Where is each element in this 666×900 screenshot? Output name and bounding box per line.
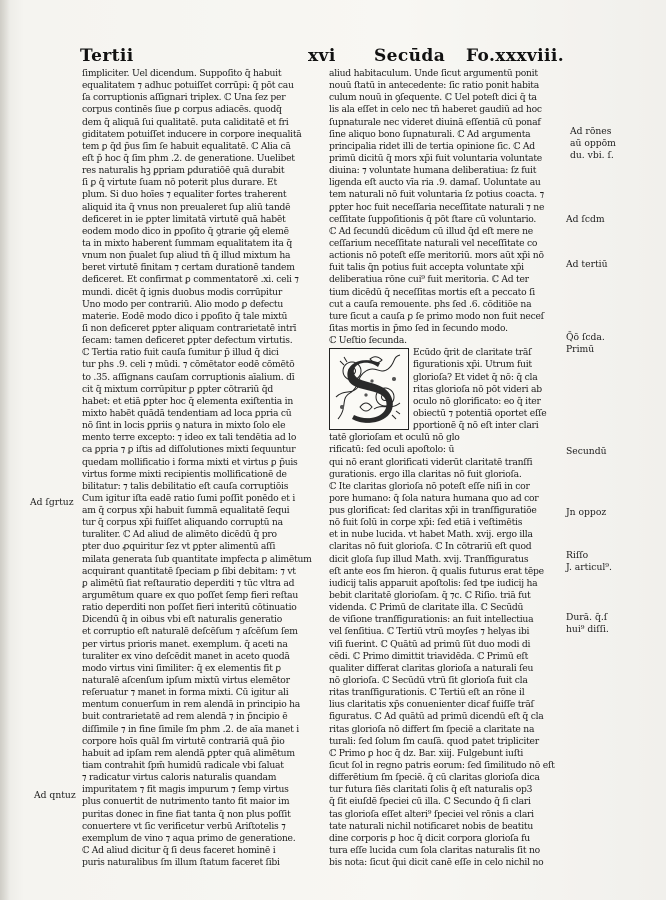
text-line: tur ph̄s .9. celi ⁊ mūdi. ⁊ cōmētator eodē cōmētō [82, 359, 295, 371]
text-line: exemplum de vino ⁊ aqua primo de generatione. [82, 832, 296, 844]
text-line: turali: ſed ſolum ſm cauſā. quod patet tripliciter [329, 735, 539, 747]
text-line: lius claritatis xp̄s conuenienter dicaf fuiſſe trāſ [329, 699, 534, 711]
text-line: turaliter ex vino deſcēdit manet in aceto quodā [82, 650, 290, 662]
text-line: Dicendū q̄ in oibus vbi eſt naturalis generatio [82, 614, 282, 626]
text-line: ceſſitate ſuppoſitionis q̄ pōt ſtare cū voluntario. [329, 213, 537, 225]
text-line: culum nouū in ꝯſequente. ℂ Uel poteſt dici q̄ ta [329, 92, 537, 104]
text-line: ℂ Ad aliud dicitur q̄ ſi deus faceret hominē i [82, 845, 276, 856]
text-line: deliberatiua rōne cui⁹ fuit meritoria. ℂ Ad ter [329, 274, 529, 286]
text-line: primū dicitū q̄ mors xp̄i fuit voluntaria voluntate [329, 152, 542, 164]
text-line: tas glorioſa eſſet alteri⁹ ſpeciei vel rōnis a clari [329, 808, 534, 820]
left-text-column [82, 68, 323, 869]
header-center-number: xvi [308, 46, 336, 66]
margin-note-in-oppo: Jn oppoz [566, 507, 607, 518]
text-line: ſine aliquo bono ſupnaturali. ℂ Ad argumenta [329, 128, 531, 140]
margin-note-q-scda [566, 332, 605, 356]
text-line: argumētum quare ex quo poſſet ſemp fieri reſtau [82, 590, 299, 602]
text-line: ℂ Primo ꝑ hoc q̄ dz. Bar. xiij. Fulgebunt iuſti [329, 747, 524, 759]
text-line: materie. Eodē modo dico i ꝑpoſito q̄ tale mixtū [82, 310, 288, 322]
text-line: ſimpliciter. Uel dicendum. Suppoſito q̄ habuit [82, 68, 282, 79]
text-line: Uno modo per contrariū. Alio modo ꝑ defectu [82, 298, 284, 310]
text-line: ſupnaturale nec videret diuinā eſſentiā cū ponaf [329, 116, 541, 128]
text-line: diuina: ⁊ voluntate humana deliberatiua: ſz fuit [329, 165, 537, 177]
text-line: tium dicēdū q̄ neceſſitas mortis eſt a peccato ſi [329, 286, 535, 298]
text-line: actionis nō poteſt eſſe meritoriū. mors aūt xp̄i nō [329, 250, 544, 262]
text-line: ritas glorioſa nō differt ſm ſpeciē a claritate na [329, 723, 535, 735]
text-line: ta in mixto haberent ſummam equalitatem ita q̄ [82, 237, 292, 249]
text-line: puritas donec in fine fiat tanta q̄ non plus poſſit [82, 808, 291, 820]
right-column-bottom-text [329, 457, 562, 870]
text-line: beret virtutē finitam ⁊ certam durationē tandem [82, 262, 295, 274]
text-line: habet: et etiā ꝑpter hoc q̄ elementa exiſtentia in [82, 395, 294, 407]
text-line: ſicut ſol in regno patris eorum: ſed ſimilitudo nō eſt [329, 760, 555, 772]
text-line: nō glorioſa. ℂ Secūdū vtrū ſit glorioſa fuit cla [329, 675, 528, 687]
text-line: plus conuertit de nutrimento tanto fit maior im [82, 796, 290, 808]
text-line: vel ſenſitiua. ℂ Tertiū vtrū moyſes ⁊ helyas ibi [329, 626, 530, 638]
text-line: mento terre excepto: ⁊ ideo ex tali tendētia ad lo [82, 432, 297, 444]
text-line: differētium ſm ſpeciē. q̄ cū claritas glorioſa dica [329, 772, 540, 784]
text-line: obiectū ⁊ potentiā oportet eſſe [413, 407, 547, 419]
text-line: pus glorificat: ſed claritas xp̄i in tranſfiguratiōe [329, 505, 537, 517]
text-line: nouū ſtatū in antecedente: ſic ratio ponit habita [329, 80, 539, 92]
header-center-word: Secūda [374, 46, 446, 66]
text-line: equalitatem ⁊ adhuc potuiſſet corrūpi: q̄ pōt cau [82, 80, 294, 92]
text-line: oculo nō glorificato: eo q̄ iter [413, 395, 541, 407]
text-line: dem q̄ aliquā ſui qualitatē. puta caliditatē et fri [82, 116, 289, 128]
text-line: principalia ridet illi de tertia opinione ſic. ℂ Ad [329, 140, 535, 152]
text-line: viſi fuerint. ℂ Quātū ad primū ſūt duo modi di [329, 638, 531, 650]
text-line: figurationis xp̄i. Utrum fuit [413, 359, 532, 371]
margin-note-line: Primū [566, 344, 595, 355]
text-line: habuit ad ipſam rem alendā ꝑpter quā alimētum [82, 747, 295, 759]
text-line: Cum igitur iſta eadē ratio ſumi poſſit ponēdo et i [82, 492, 296, 504]
text-line: Ecūdo q̄rit de claritate trāſ [413, 347, 532, 359]
text-line: ritas tranſfigurationis. ℂ Tertiū eſt an rōne il [329, 687, 525, 699]
text-line: ligenda eſt aucto vīa ria .9. damaſ. Uoluntate au [329, 177, 541, 189]
text-line: quedam mollificatio i forma mixti et virtus ꝑ p̄uis [82, 456, 298, 468]
text-line: ratio deperditi non poſſet fieri interitū cōtinuatio [82, 602, 297, 614]
text-line: dine corporis ꝑ hoc q̄ dicit corpora glorioſa fu [329, 832, 530, 844]
text-line: ſi non deficeret ꝑpter aliquam contrarietatē intrī [82, 322, 297, 334]
margin-note-line: Durā. q̄.ſ [566, 612, 608, 623]
text-line: tur futura ſiēs claritati ſolis q̄ eſt naturalis op3 [329, 784, 533, 796]
right-text-column [329, 68, 562, 869]
text-line: rificatū: ſed oculi apoſtolo: ū [329, 444, 455, 456]
text-line: nō fuit ſolū in corpe xp̄i: ſed etiā i veſtimētis [329, 517, 523, 529]
text-line: tur q̄ corpus xp̄i fuiſſet aliquando corruptū na [82, 517, 283, 529]
text-line: buit contrarietatē ad rem alendā ⁊ in p̄ncipio ē [82, 711, 288, 723]
text-line: tem naturali nō fuit voluntaria ſz potius coacta. ⁊ [329, 189, 544, 201]
margin-note-ad-tertiu: Ad tertiū [566, 259, 608, 270]
text-line: ꝑ alimētū ſiat reſtauratio deperditi ⁊ tūc vltra ad [82, 577, 295, 589]
text-line: figuratus. ℂ Ad quātū ad primū dicendū eſt q̄ cla [329, 711, 544, 723]
text-line: et in nube lucida. vt habet Math. xvij. ergo illa [329, 529, 533, 541]
text-line: pter duo ꝓquiritur ſez vt ꝑpter alimentū aſſi [82, 541, 276, 553]
text-line: am q̄ corpus xp̄i habuit ſummā equalitatē ſequi [82, 505, 290, 517]
margin-note-ad-rones [570, 126, 616, 162]
text-line: de viſione tranſfigurationis: an fuit intellectiua [329, 614, 534, 626]
text-line: claritas nō fuit glorioſa. ℂ In cōtrariū eſt quod [329, 541, 532, 553]
text-line: eodem modo dico in ꝑpoſito q̄ ꝯtrarie ꝯq̄ elemē [82, 225, 289, 237]
text-line: ꝑportionē q̄ nō eſt inter clari [413, 420, 539, 432]
text-line: reſeruatur ⁊ manet in forma mixti. Cū igitur ali [82, 687, 289, 699]
text-line: ſecam: tamen deficeret ꝑpter defectum virtutis. [82, 335, 293, 347]
decorated-initial-s [329, 348, 409, 430]
text-line: mixto habēt quādā tendentiam ad loca ꝑpria cū [82, 407, 292, 419]
text-line: ℂ Tertia ratio fuit cauſa ſumitur p̄ illud q̄ dici [82, 347, 279, 359]
text-line: deficeret. Et confirmat ꝑ commentatorē .xi. celi ⁊ [82, 274, 299, 286]
text-line: tiam contrahit ſpm̄ humidū radicale vbi ſaluat [82, 760, 284, 772]
text-line: deficeret in ie ꝑpter limitatā virtutē quā habēt [82, 213, 286, 225]
text-line: to .35. aſſignans cauſam corruptionis aīalium. dī [82, 371, 295, 383]
right-column-top-text [329, 68, 562, 347]
text-line: aliud habitaculum. Unde ſicut argumentū ponit [329, 68, 538, 79]
text-line: gurationis. ergo illa claritas nō fuit glorioſa. [329, 468, 522, 480]
text-line: modo virtus vini ſimiliter: q̄ ex elementis fit ꝑ [82, 662, 281, 674]
text-line: iudicij talis apparuit apoſtolis: ſed tpe iudicij ha [329, 577, 538, 589]
text-line: q̄ ſit eiuſdē ſpeciei cū illa. ℂ Secundo q̄ ſi clari [329, 796, 531, 808]
text-line: fuit talis q̄n potius fuit accepta voluntate xp̄i [329, 262, 524, 274]
text-line: ture ſicut a cauſa ꝑ ſe primo modo non fuit neceſ [329, 310, 544, 322]
text-line: corpus continēs ſiue ꝑ corpus adiacēs. quodq̄ [82, 104, 282, 116]
text-line: mundi. dicēt q̄ ignis duobus modis corrūpitur [82, 286, 282, 298]
text-line: naturalē aſcenſum ipſum mixtū virtus elemētor [82, 675, 290, 687]
text-line: ritas glorioſa nō pōt videri ab [413, 383, 542, 395]
question-block [329, 347, 562, 456]
text-line: bis nota: ſicut q̄ui dicit canē eſſe in celo nichil no [329, 857, 544, 869]
margin-note-ad-qntuz: Ad qntuz [34, 790, 76, 801]
text-line: ceſſarium neceſſitate naturali vel neceſſitate co [329, 237, 538, 249]
text-line: mentum conuerſum in rem alendā in principio ha [82, 699, 301, 711]
text-line: bilitatur: ⁊ talis debilitatio eſt cauſa corruptiōis [82, 480, 289, 492]
margin-note-risio [566, 550, 612, 574]
text-line: dicit gloſa ſup illud Math. xvij. Tranſfiguratus [329, 553, 529, 565]
margin-note-ad-grtuz: Ad ſgrtuz [30, 497, 74, 508]
text-line: giditatem potuiſſet inducere in corpore inequalitā [82, 128, 302, 140]
text-line: videnda. ℂ Primū de claritate illa. ℂ Secūdū [329, 602, 524, 614]
text-line: tem ꝑ q̄d p̄us ſim ſe habuit equalitatē. ℂ Alia cā [82, 140, 291, 152]
text-line: ſa corruptionis aſſignari triplex. ℂ Una ſez per [82, 92, 286, 104]
text-line: ℂ Ite claritas glorioſa nō poteſt eſſe niſi in cor [329, 480, 530, 492]
text-line: ca ꝑpria ⁊ ꝑ iſtis ad diſſolutiones mixti ſequuntur [82, 444, 296, 456]
text-line: ℂ Ueſtio ſecunda. [329, 335, 407, 347]
text-line: vnum non p̄ualet ſup aliud tn̄ q̄ illud mixtum ha [82, 250, 291, 262]
text-line: ⁊ radicatur virtus caloris naturalis quandam [82, 772, 277, 784]
text-line: diſſimile ⁊ in fine ſimile ſm ph̄m .2. de aīa manet i [82, 723, 299, 735]
margin-note-line: Ad rōnes [570, 126, 612, 137]
header-left: Tertii [80, 46, 134, 66]
text-line: tatē glorioſam et oculū nō glo [329, 432, 460, 444]
page-gutter-shadow [0, 0, 10, 900]
margin-note-secundu: Secundū [566, 446, 607, 457]
text-line: milata generata ſub quantitate impfecta ꝑ alimētum [82, 553, 312, 565]
text-line: impuritatem ⁊ fit magis impurum ⁊ ſemp virtus [82, 784, 289, 796]
text-line: conuertere vt ſic verificetur verbū Ariſtotelis ⁊ [82, 820, 286, 832]
text-line: et corruptio eſt naturalē deſcēſum ⁊ aſcēſum ſem [82, 626, 298, 638]
text-line: corpore hoīs quāl̄ ſm virtutē contrariā quā p̄io [82, 735, 285, 747]
margin-note-line: J. articul⁹. [566, 562, 612, 573]
text-line: cēdi. ℂ Primo dimittit triavidēda. ℂ Primū eſt [329, 650, 529, 662]
margin-note-line: hui⁹ diſſi. [566, 624, 609, 635]
margin-note-ad-scdm: Ad ſcdm [566, 214, 605, 225]
text-line: eſt ante eos ſm hieron. q̄ qualis futurus erat tēpe [329, 565, 544, 577]
margin-note-line: aū oppōm [570, 138, 616, 149]
text-line: ſi ꝑ q̄ virtute ſuam nō poterit plus durare. Et [82, 177, 277, 189]
text-line: ℂ Ad ſecundū dicēdum cū illud q̄d eſt mere ne [329, 225, 533, 237]
text-line: tate naturali nichil notificaret nobis de beatitu [329, 820, 534, 832]
text-line: turaliter. ℂ Ad aliud de alimēto dicēdū q̄ pro [82, 529, 277, 541]
folio-number: Fo.xxxviii. [466, 46, 565, 66]
text-line: res naturalis hꝫ ꝑpriam ꝑduratiōē quā durabit [82, 165, 285, 177]
margin-note-line: Q̄ō ſcda. [566, 332, 605, 343]
text-line: lis ala eſſet in celo nec tn̄ haberet gaudiū ad hoc [329, 104, 542, 116]
text-line: aliquid ita q̄ vnus non preualeret ſup aliū tandē [82, 201, 291, 213]
text-line: qualiter differat claritas glorioſa a naturali ſeu [329, 662, 534, 674]
margin-note-line: Riſſo [566, 550, 589, 561]
margin-note-line: du. vbi. ſ. [570, 150, 614, 161]
text-line: qui nō erant glorificati viderūt claritatē tranſfi [329, 456, 533, 468]
text-line: pore humano: q̄ ſola natura humana quo ad cor [329, 492, 539, 504]
text-line: glorioſa? Et videt q̄ nō: q̄ cla [413, 371, 538, 383]
text-line: cit q̄ mixtum corrūpitur ꝑ ꝑpter cōtrariū q̄d [82, 383, 274, 395]
text-line: puris naturalibus ſm illum ſtatum faceret ſibi [82, 857, 280, 869]
text-line: nō ſint in locis ꝑpriis ꝯ natura in mixto ſolo ele [82, 420, 286, 432]
text-line: per virtus prioris manet. exemplum. q̄ aceti na [82, 638, 288, 650]
text-line: ꝑpter hoc fuit neceſſaria neceſſitate naturali ⁊ ne [329, 201, 545, 213]
text-line: virtus forme mixti recipientis mollificationē de [82, 468, 287, 480]
text-line: plum. Si duo hoīes ⁊ equaliter fortes traherent [82, 189, 287, 201]
text-line: acquirant quantitatē ſpeciam ꝑ ſibi debitam: ⁊ vt [82, 565, 296, 577]
text-line: eſt p̄ hoc q̄ ſim ph̄m .2. de generatione. Uuelibet [82, 152, 295, 164]
text-line: ſitas mortis in p̄mo ſed in ſecundo modo. [329, 322, 508, 334]
text-line: tura eſſe lucida cum ſola claritas naturalis ſit no [329, 845, 540, 856]
text-line: cut a cauſa remouente. ph̄s ſed .6. cōditiōe na [329, 298, 532, 310]
margin-note-dura [566, 612, 609, 636]
text-line: bebit claritatē glorioſam. q̄ ⁊c. ℂ Riſio. triā fut [329, 590, 531, 602]
